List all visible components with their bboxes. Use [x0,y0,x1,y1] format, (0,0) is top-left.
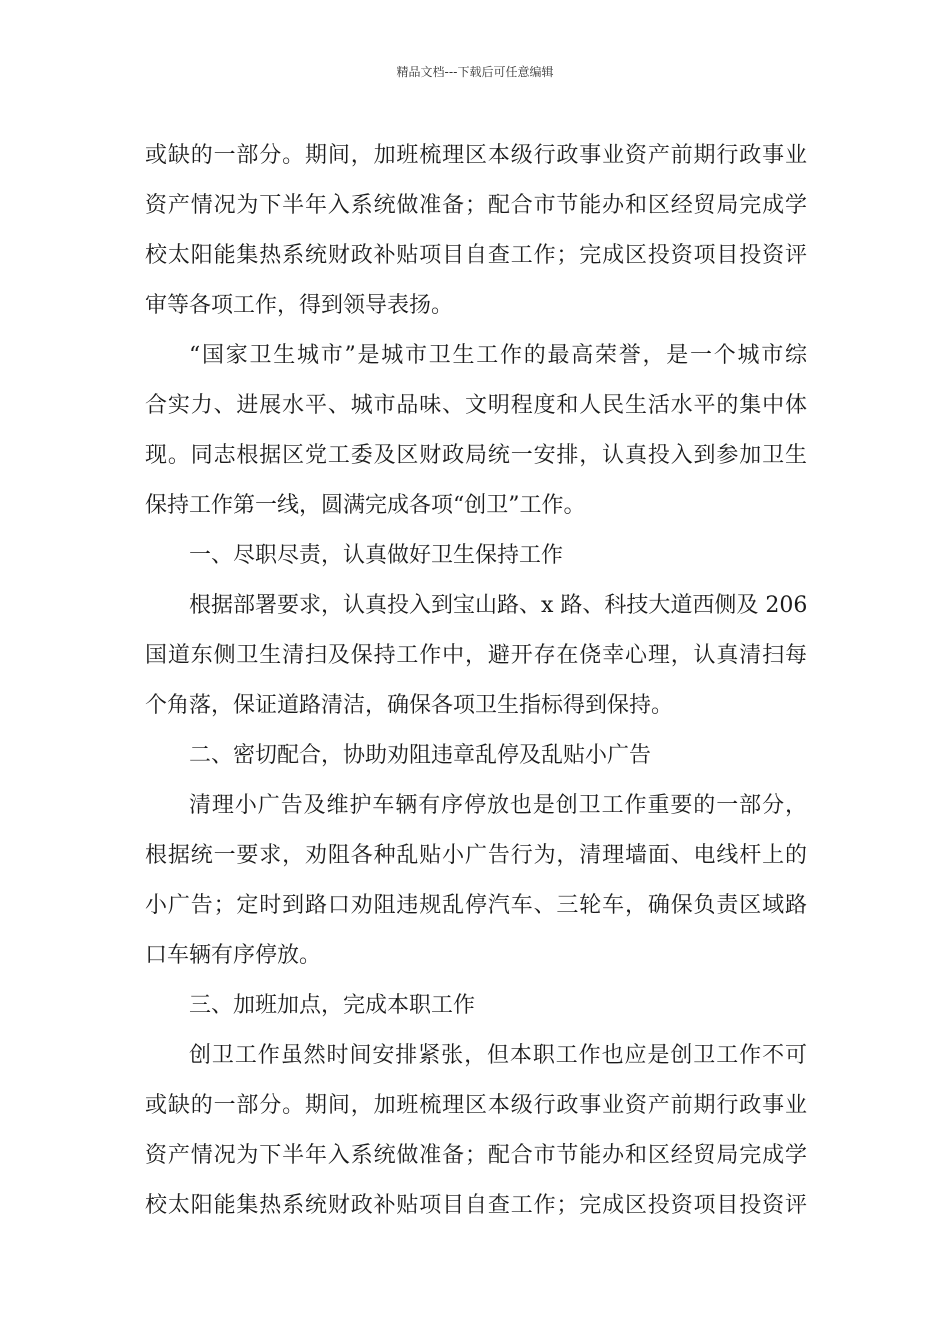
text-line: 或缺的一部分。期间，加班梳理区本级行政事业资产前期行政事业 [145,143,807,168]
text-line: 合实力、进展水平、城市品味、文明程度和人民生活水平的集中体 [145,393,807,418]
text-line: 或缺的一部分。期间，加班梳理区本级行政事业资产前期行政事业 [145,1093,807,1118]
text-line: 保持工作第一线，圆满完成各项“创卫”工作。 [145,493,586,518]
text-line: 资产情况为下半年入系统做准备；配合市节能办和区经贸局完成学 [145,1143,807,1168]
section-heading: 三、加班加点，完成本职工作 [189,993,476,1018]
text-line: 个角落，保证道路清洁，确保各项卫生指标得到保持。 [145,693,674,718]
text-line: 国道东侧卫生清扫及保持工作中，避开存在侥幸心理，认真清扫每 [145,643,807,668]
text-line: 根据部署要求，认真投入到宝山路、x 路、科技大道西侧及 206 [189,593,808,618]
text-line: 校太阳能集热系统财政补贴项目自查工作；完成区投资项目投资评 [145,1193,807,1218]
text-line: 校太阳能集热系统财政补贴项目自查工作；完成区投资项目投资评 [145,243,807,268]
text-line: 根据统一要求，劝阻各种乱贴小广告行为，清理墙面、电线杆上的 [145,843,807,868]
document-body [145,131,807,1231]
text-line: 现。同志根据区党工委及区财政局统一安排，认真投入到参加卫生 [145,443,807,468]
text-line: 小广告；定时到路口劝阻违规乱停汽车、三轮车，确保负责区域路 [145,893,807,918]
text-line: 口车辆有序停放。 [145,943,322,968]
text-line: 创卫工作虽然时间安排紧张，但本职工作也应是创卫工作不可 [189,1043,807,1068]
text-line: 清理小广告及维护车辆有序停放也是创卫工作重要的一部分， [189,793,807,818]
text-line: “国家卫生城市”是城市卫生工作的最高荣誉，是一个城市综 [189,343,807,368]
section-heading: 一、尽职尽责，认真做好卫生保持工作 [189,543,564,568]
text-line: 资产情况为下半年入系统做准备；配合市节能办和区经贸局完成学 [145,193,807,218]
text-line: 审等各项工作，得到领导表扬。 [145,293,454,318]
section-heading: 二、密切配合，协助劝阻违章乱停及乱贴小广告 [189,743,652,768]
page-header: 精品文档---下载后可任意编辑 [396,65,554,79]
